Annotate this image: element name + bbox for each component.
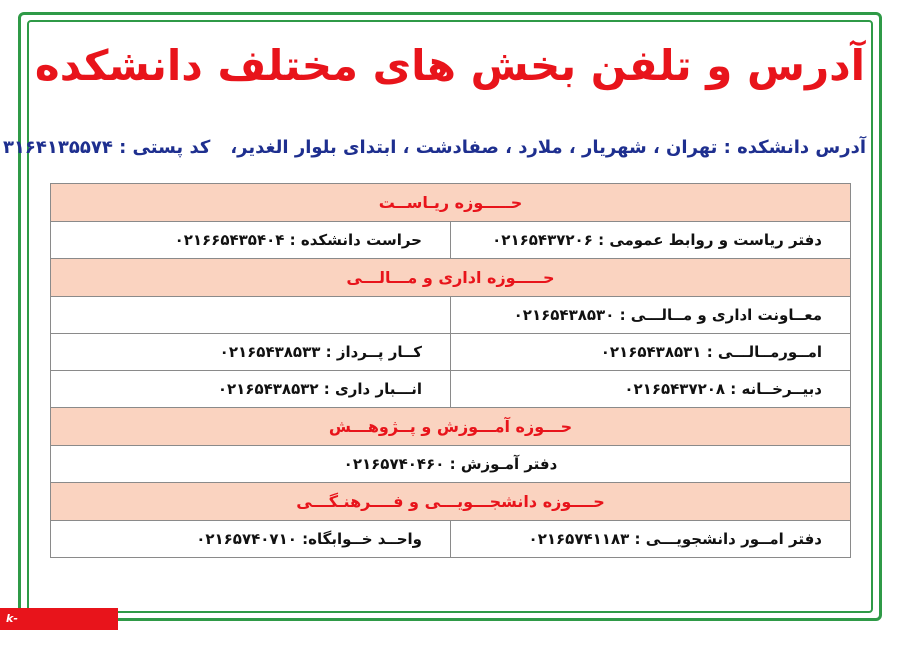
page-title: آدرس و تلفن بخش های مختلف دانشکده <box>34 41 866 90</box>
table-cell: حراست دانشکده : ۰۲۱۶۶۵۴۳۵۴۰۴ <box>51 222 451 259</box>
table-cell: امــورمــالـــی : ۰۲۱۶۵۴۳۸۵۳۱ <box>451 334 851 371</box>
section-row-admin-finance <box>51 259 851 297</box>
section-title: حــــوزه دانشجـــویـــی و فــــرهنـگـــی <box>51 483 851 521</box>
section-row-presidency <box>51 184 851 222</box>
table-cell: دبیــرخــانه : ۰۲۱۶۵۴۳۷۲۰۸ <box>451 371 851 408</box>
table-row <box>51 521 851 558</box>
table-row <box>51 297 851 334</box>
table-row <box>51 334 851 371</box>
table-cell: دفتر آمـوزش : ۰۲۱۶۵۷۴۰۴۶۰ <box>51 446 851 483</box>
table-cell: کــار پــرداز : ۰۲۱۶۵۴۳۸۵۳۳ <box>51 334 451 371</box>
address-line <box>2 134 866 162</box>
section-title: حـــــوزه اداری و مـــالـــی <box>51 259 851 297</box>
section-title: حـــــوزه ریـاســت <box>51 184 851 222</box>
table-cell: دفتر امــور دانشجویـــی : ۰۲۱۶۵۷۴۱۱۸۳ <box>451 521 851 558</box>
table-row <box>51 371 851 408</box>
postal-code: کد پستی : ۳۱۶۴۱۳۵۵۷۴ <box>2 137 211 158</box>
table-cell: واحــد خــوابگاه: ۰۲۱۶۵۷۴۰۷۱۰ <box>51 521 451 558</box>
website-watermark: k-shahryar.tvu.ac.ir <box>0 608 118 630</box>
table-cell: انـــبار داری : ۰۲۱۶۵۴۳۸۵۳۲ <box>51 371 451 408</box>
table-row <box>51 222 851 259</box>
table-cell: دفتر ریاست و روابط عمومی : ۰۲۱۶۵۴۳۷۲۰۶ <box>451 222 851 259</box>
table-row <box>51 446 851 483</box>
contacts-table <box>50 183 851 558</box>
address-text: آدرس دانشکده : تهران ، شهریار ، ملارد ، صفادشت ، ابتدای بلوار الغدیر، <box>230 137 866 158</box>
section-title: حـــوزه آمـــوزش و پــژوهـــش <box>51 408 851 446</box>
section-row-student-culture <box>51 483 851 521</box>
table-cell: معــاونت اداری و مــالـــی : ۰۲۱۶۵۴۳۸۵۳۰ <box>451 297 851 334</box>
table-cell-empty <box>51 297 451 334</box>
section-row-education-research <box>51 408 851 446</box>
